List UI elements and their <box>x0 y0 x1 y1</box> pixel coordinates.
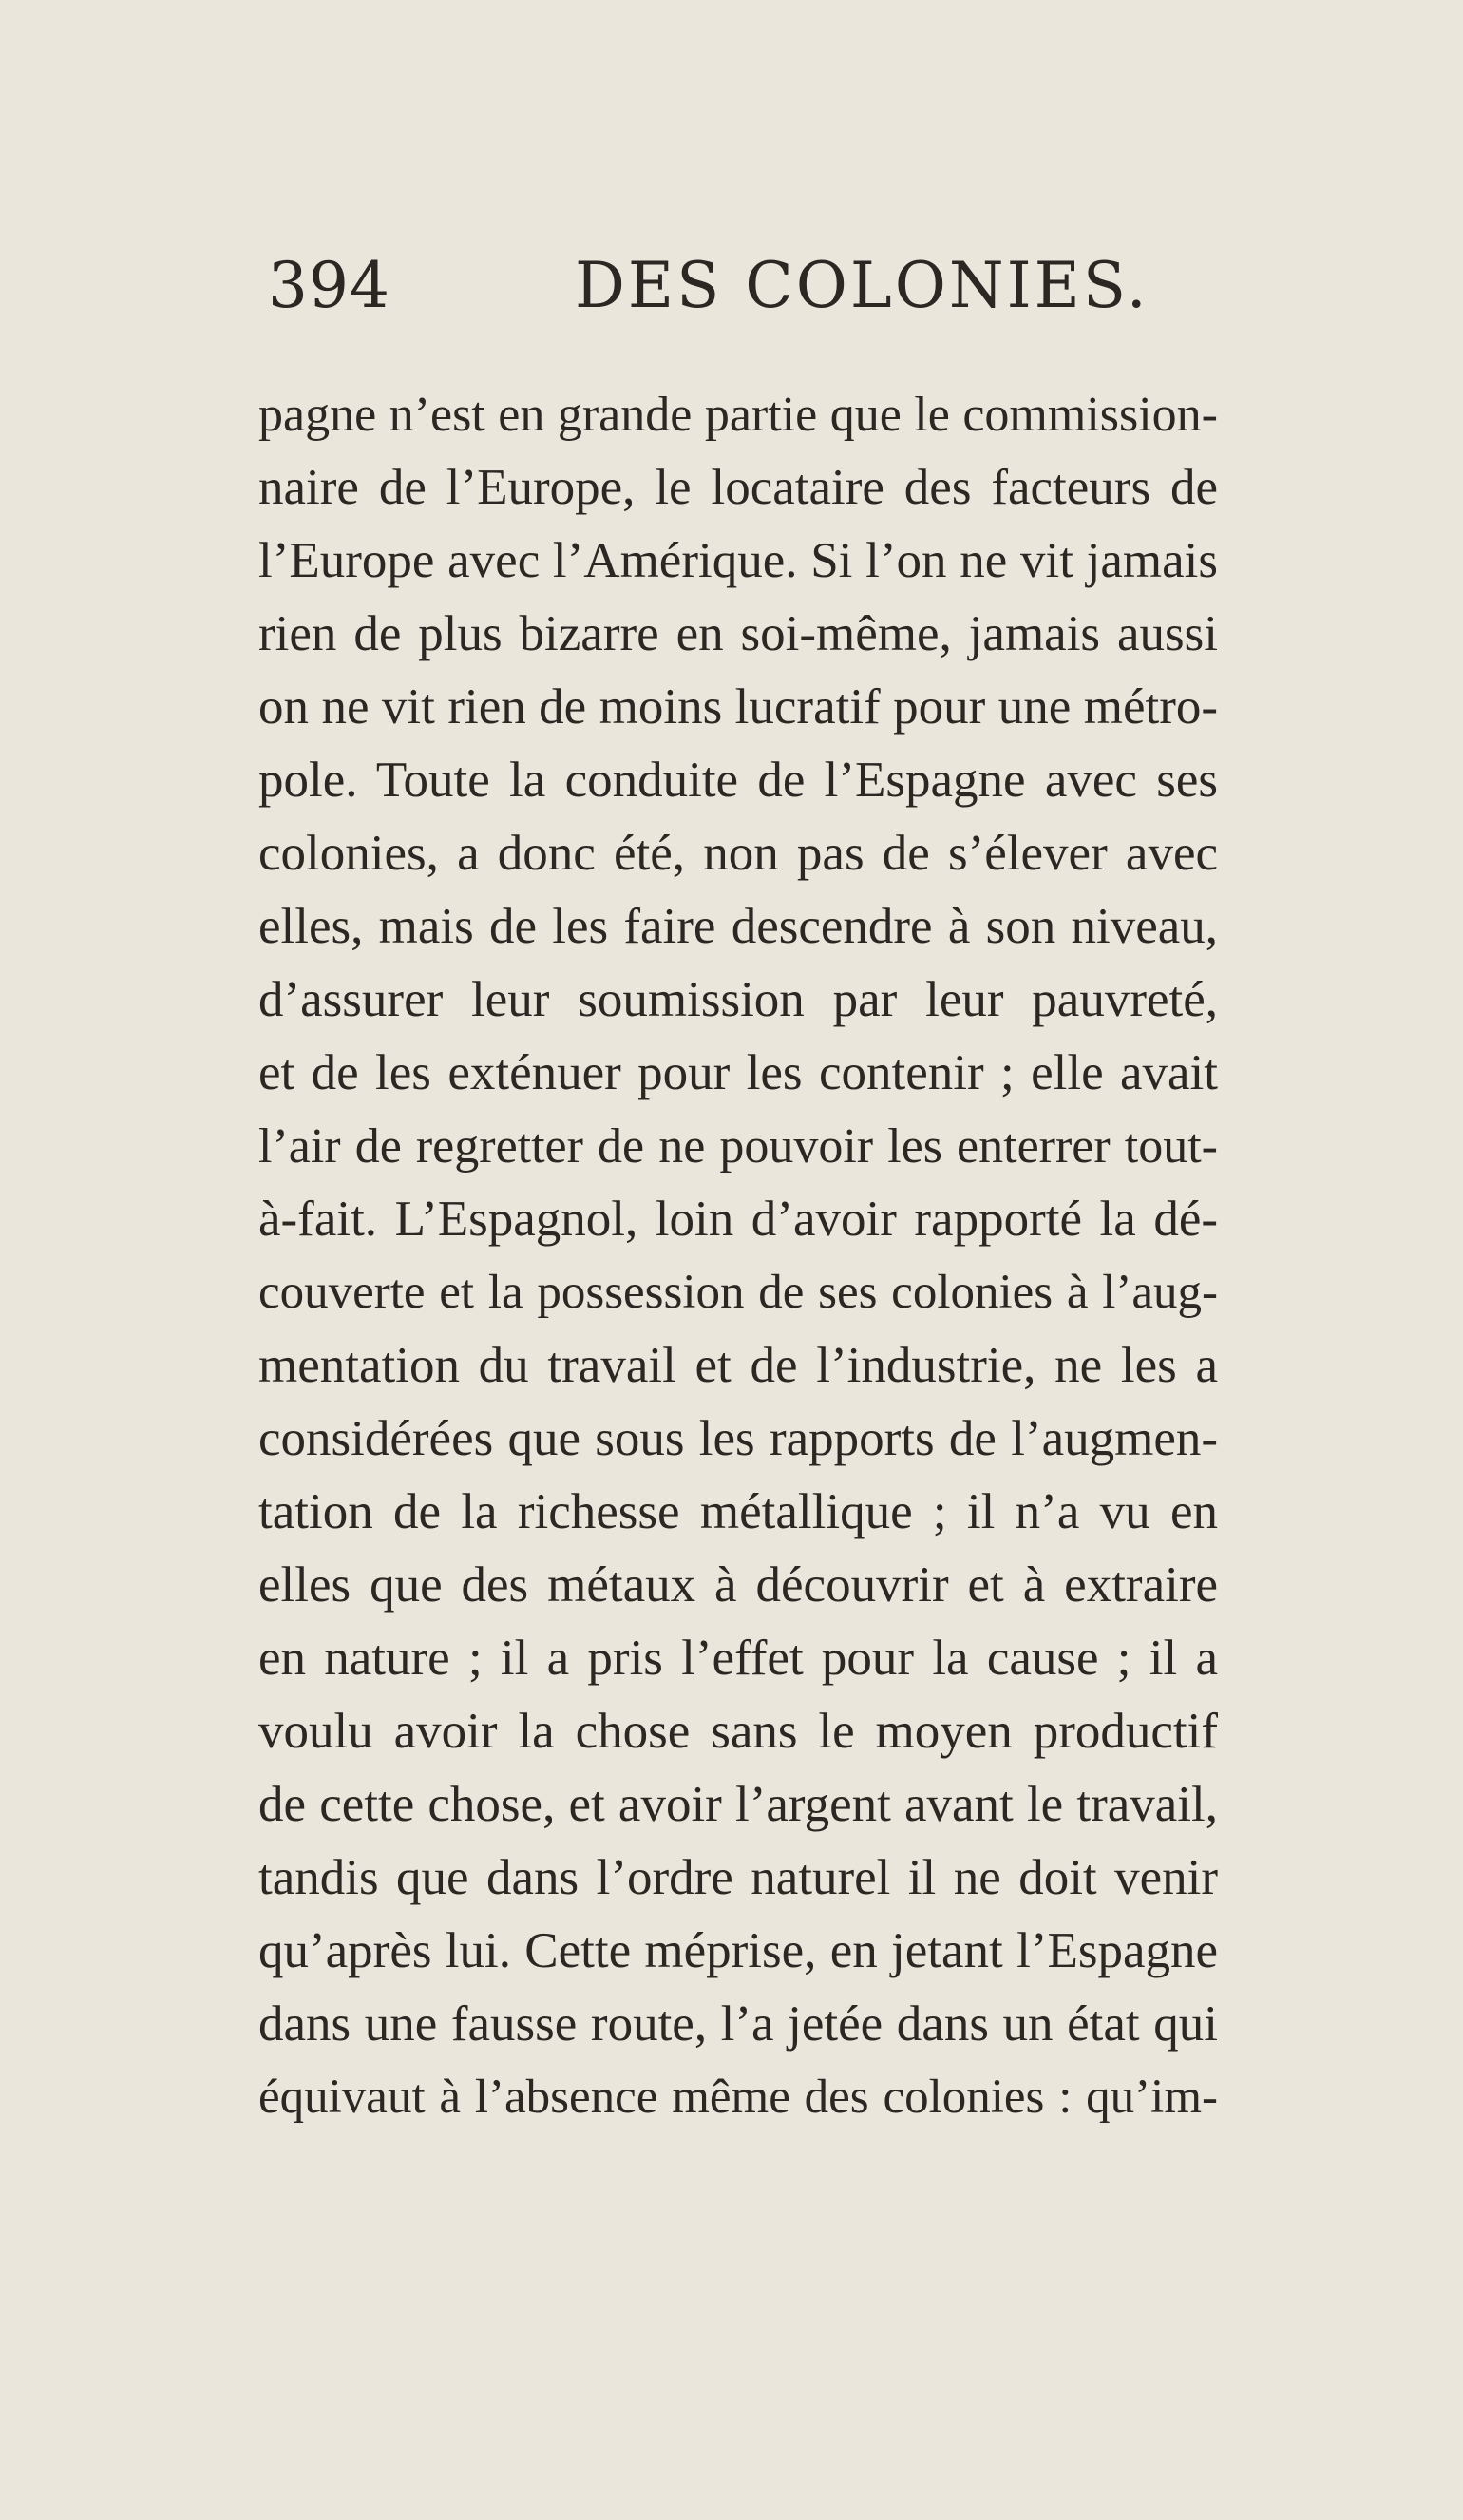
text-line: voulu avoir la chose sans le moyen productif <box>258 1704 1218 1759</box>
running-title: DES COLONIES. <box>575 249 1150 322</box>
text-line: elles que des métaux à découvrir et à extraire <box>258 1557 1218 1613</box>
text-line: naire de l’Europe, le locataire des facteurs de <box>258 460 1218 515</box>
text-line: considérées que sous les rapports de l’augmen- <box>258 1411 1218 1466</box>
page-number: 394 <box>268 249 390 322</box>
text-line: tation de la richesse métallique ; il n’a vu en <box>258 1484 1218 1539</box>
body-text <box>258 378 1218 2134</box>
text-line: colonies, a donc été, non pas de s’élever avec <box>258 826 1218 881</box>
text-line: à-fait. L’Espagnol, loin d’avoir rapporté la dé- <box>258 1192 1218 1247</box>
text-line: qu’après lui. Cette méprise, en jetant l’Espagne <box>258 1923 1218 1978</box>
text-line: équivaut à l’absence même des colonies : qu’im- <box>258 2071 1218 2124</box>
text-line: et de les exténuer pour les contenir ; elle avait <box>258 1045 1218 1100</box>
text-line: l’Europe avec l’Amérique. Si l’on ne vit jamais <box>258 533 1218 588</box>
text-line: tandis que dans l’ordre naturel il ne doit venir <box>258 1850 1218 1905</box>
text-line: dans une fausse route, l’a jetée dans un état qui <box>258 1996 1218 2052</box>
text-line: on ne vit rien de moins lucratif pour une métro- <box>258 679 1218 735</box>
text-line: d’assurer leur soumission par leur pauvreté, <box>258 972 1218 1027</box>
text-line: de cette chose, et avoir l’argent avant le travail, <box>258 1777 1218 1832</box>
text-line: l’air de regretter de ne pouvoir les enterrer tout- <box>258 1119 1218 1174</box>
text-line: pole. Toute la conduite de l’Espagne avec ses <box>258 753 1218 808</box>
text-line: pagne n’est en grande partie que le commission- <box>258 388 1218 442</box>
text-line: rien de plus bizarre en soi-même, jamais aussi <box>258 606 1218 661</box>
text-line: en nature ; il a pris l’effet pour la cause ; il a <box>258 1631 1218 1686</box>
text-line: mentation du travail et de l’industrie, ne les a <box>258 1338 1218 1393</box>
text-line: elles, mais de les faire descendre à son niveau, <box>258 899 1218 954</box>
running-head <box>256 249 1206 344</box>
text-line: couverte et la possession de ses colonies à l’aug- <box>258 1266 1218 1319</box>
